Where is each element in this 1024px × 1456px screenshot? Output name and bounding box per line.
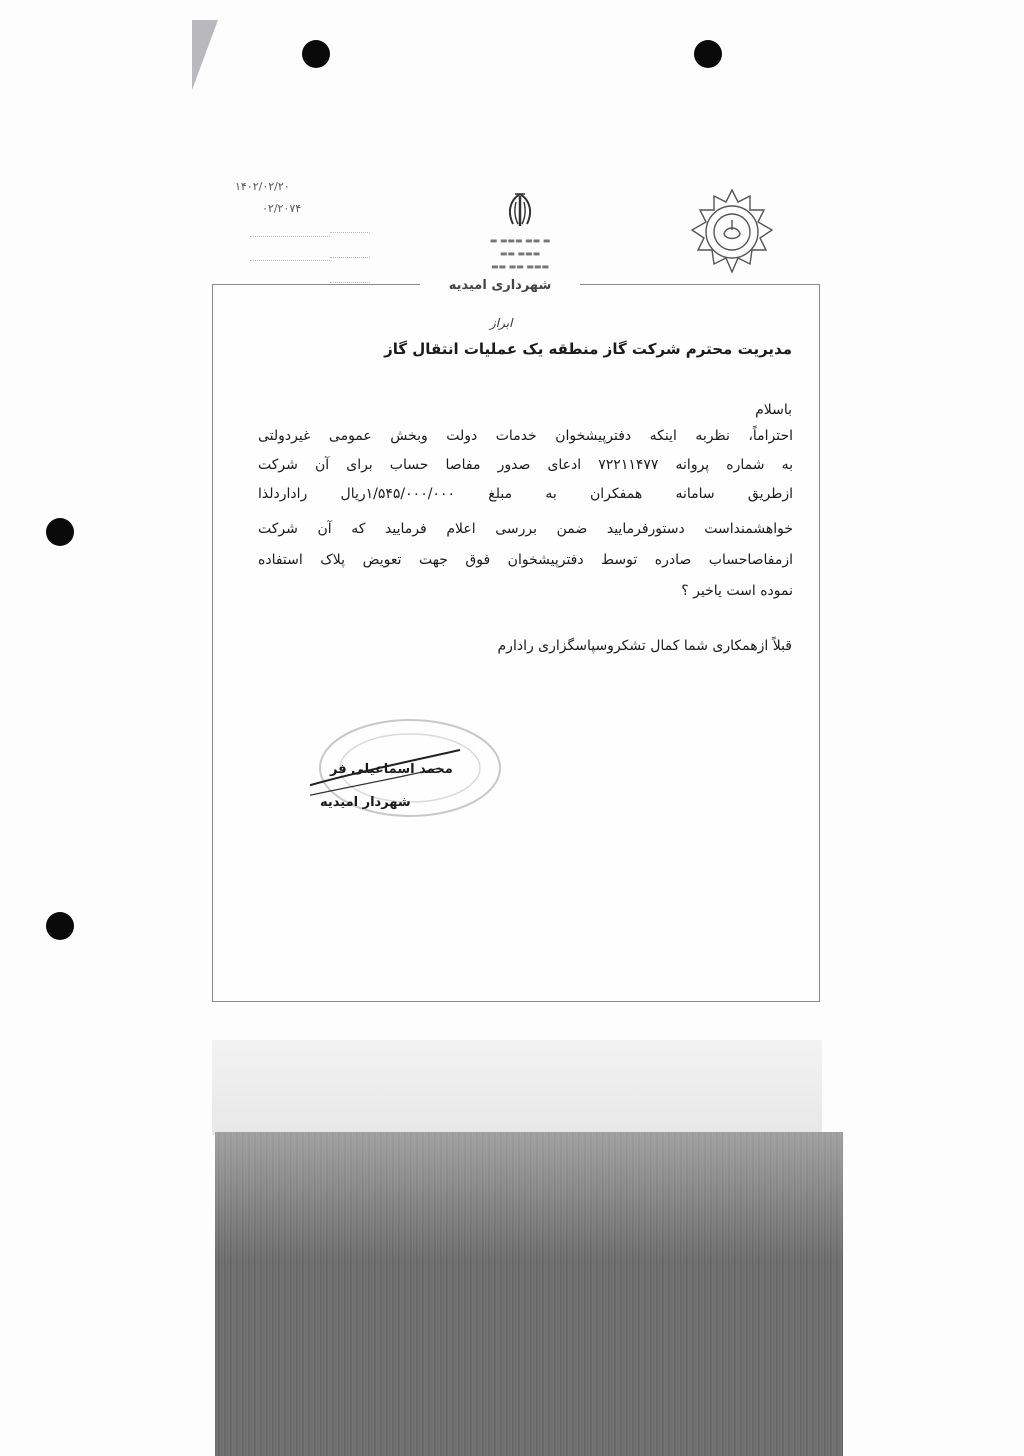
paragraph-line: احتراماً، نظربه اینکه دفترپیشخوان خدمات دولت وبخش عمومی غیردولتی — [258, 428, 793, 444]
organization-header: شهرداری امیدیه — [420, 278, 580, 293]
greeting: باسلام — [755, 402, 792, 418]
punch-hole-left-upper — [46, 518, 74, 546]
paragraph-line-last: نموده است یاخیر ؟ — [681, 583, 793, 599]
meta-line-1 — [250, 236, 330, 237]
scan-shadow-light — [212, 1040, 822, 1135]
paragraph-line: خواهشمنداست دستورفرمایید ضمن بررسی اعلام فرمایید که آن شرکت — [258, 521, 793, 537]
national-emblem — [470, 190, 570, 273]
closing-line: قبلاً ازهمکاری شما کمال تشکروسپاسگزاری رادارم — [497, 638, 792, 654]
emblem-caption: ▬ ▬▬▬ ▬▬ ▬ ▬▬ ▬▬▬ ▬▬ ▬▬ ▬▬▬ — [489, 236, 551, 271]
scan-shadow-fade — [215, 1132, 843, 1262]
folded-corner — [192, 20, 218, 90]
handwritten-note: ابراز — [490, 316, 513, 330]
punch-hole-top-left — [302, 40, 330, 68]
punch-hole-top-right — [694, 40, 722, 68]
meta-line-2 — [250, 260, 330, 261]
signatory-title: شهردار امیدیه — [320, 795, 411, 810]
allah-emblem-icon — [495, 190, 545, 230]
municipality-seal-logo — [686, 186, 778, 278]
signatory-name: محمد اسماعیلی فر — [330, 762, 453, 777]
letter-number: ۱۴۰۲/۰۲/۲۰ — [235, 180, 290, 193]
paragraph-line: به شماره پروانه ۷۲۲۱۱۴۷۷ ادعای صدور مفاصا حساب برای آن شرکت — [258, 457, 793, 473]
paragraph-line: ازطریق سامانه همفکران به مبلغ ۱/۵۴۵/۰۰۰/۰۰۰ریال راداردلذا — [258, 486, 793, 502]
paragraph-line: ازمفاصاحساب صادره توسط دفترپیشخوان فوق جهت تعویض پلاک استفاده — [258, 552, 793, 568]
letter-date: ۰۲/۲۰۷۴ — [262, 202, 302, 215]
punch-hole-left-lower — [46, 912, 74, 940]
meta-labels — [330, 208, 370, 283]
recipient-line: مدیریت محترم شرکت گاز منطقه یک عملیات انتقال گاز — [384, 340, 792, 358]
